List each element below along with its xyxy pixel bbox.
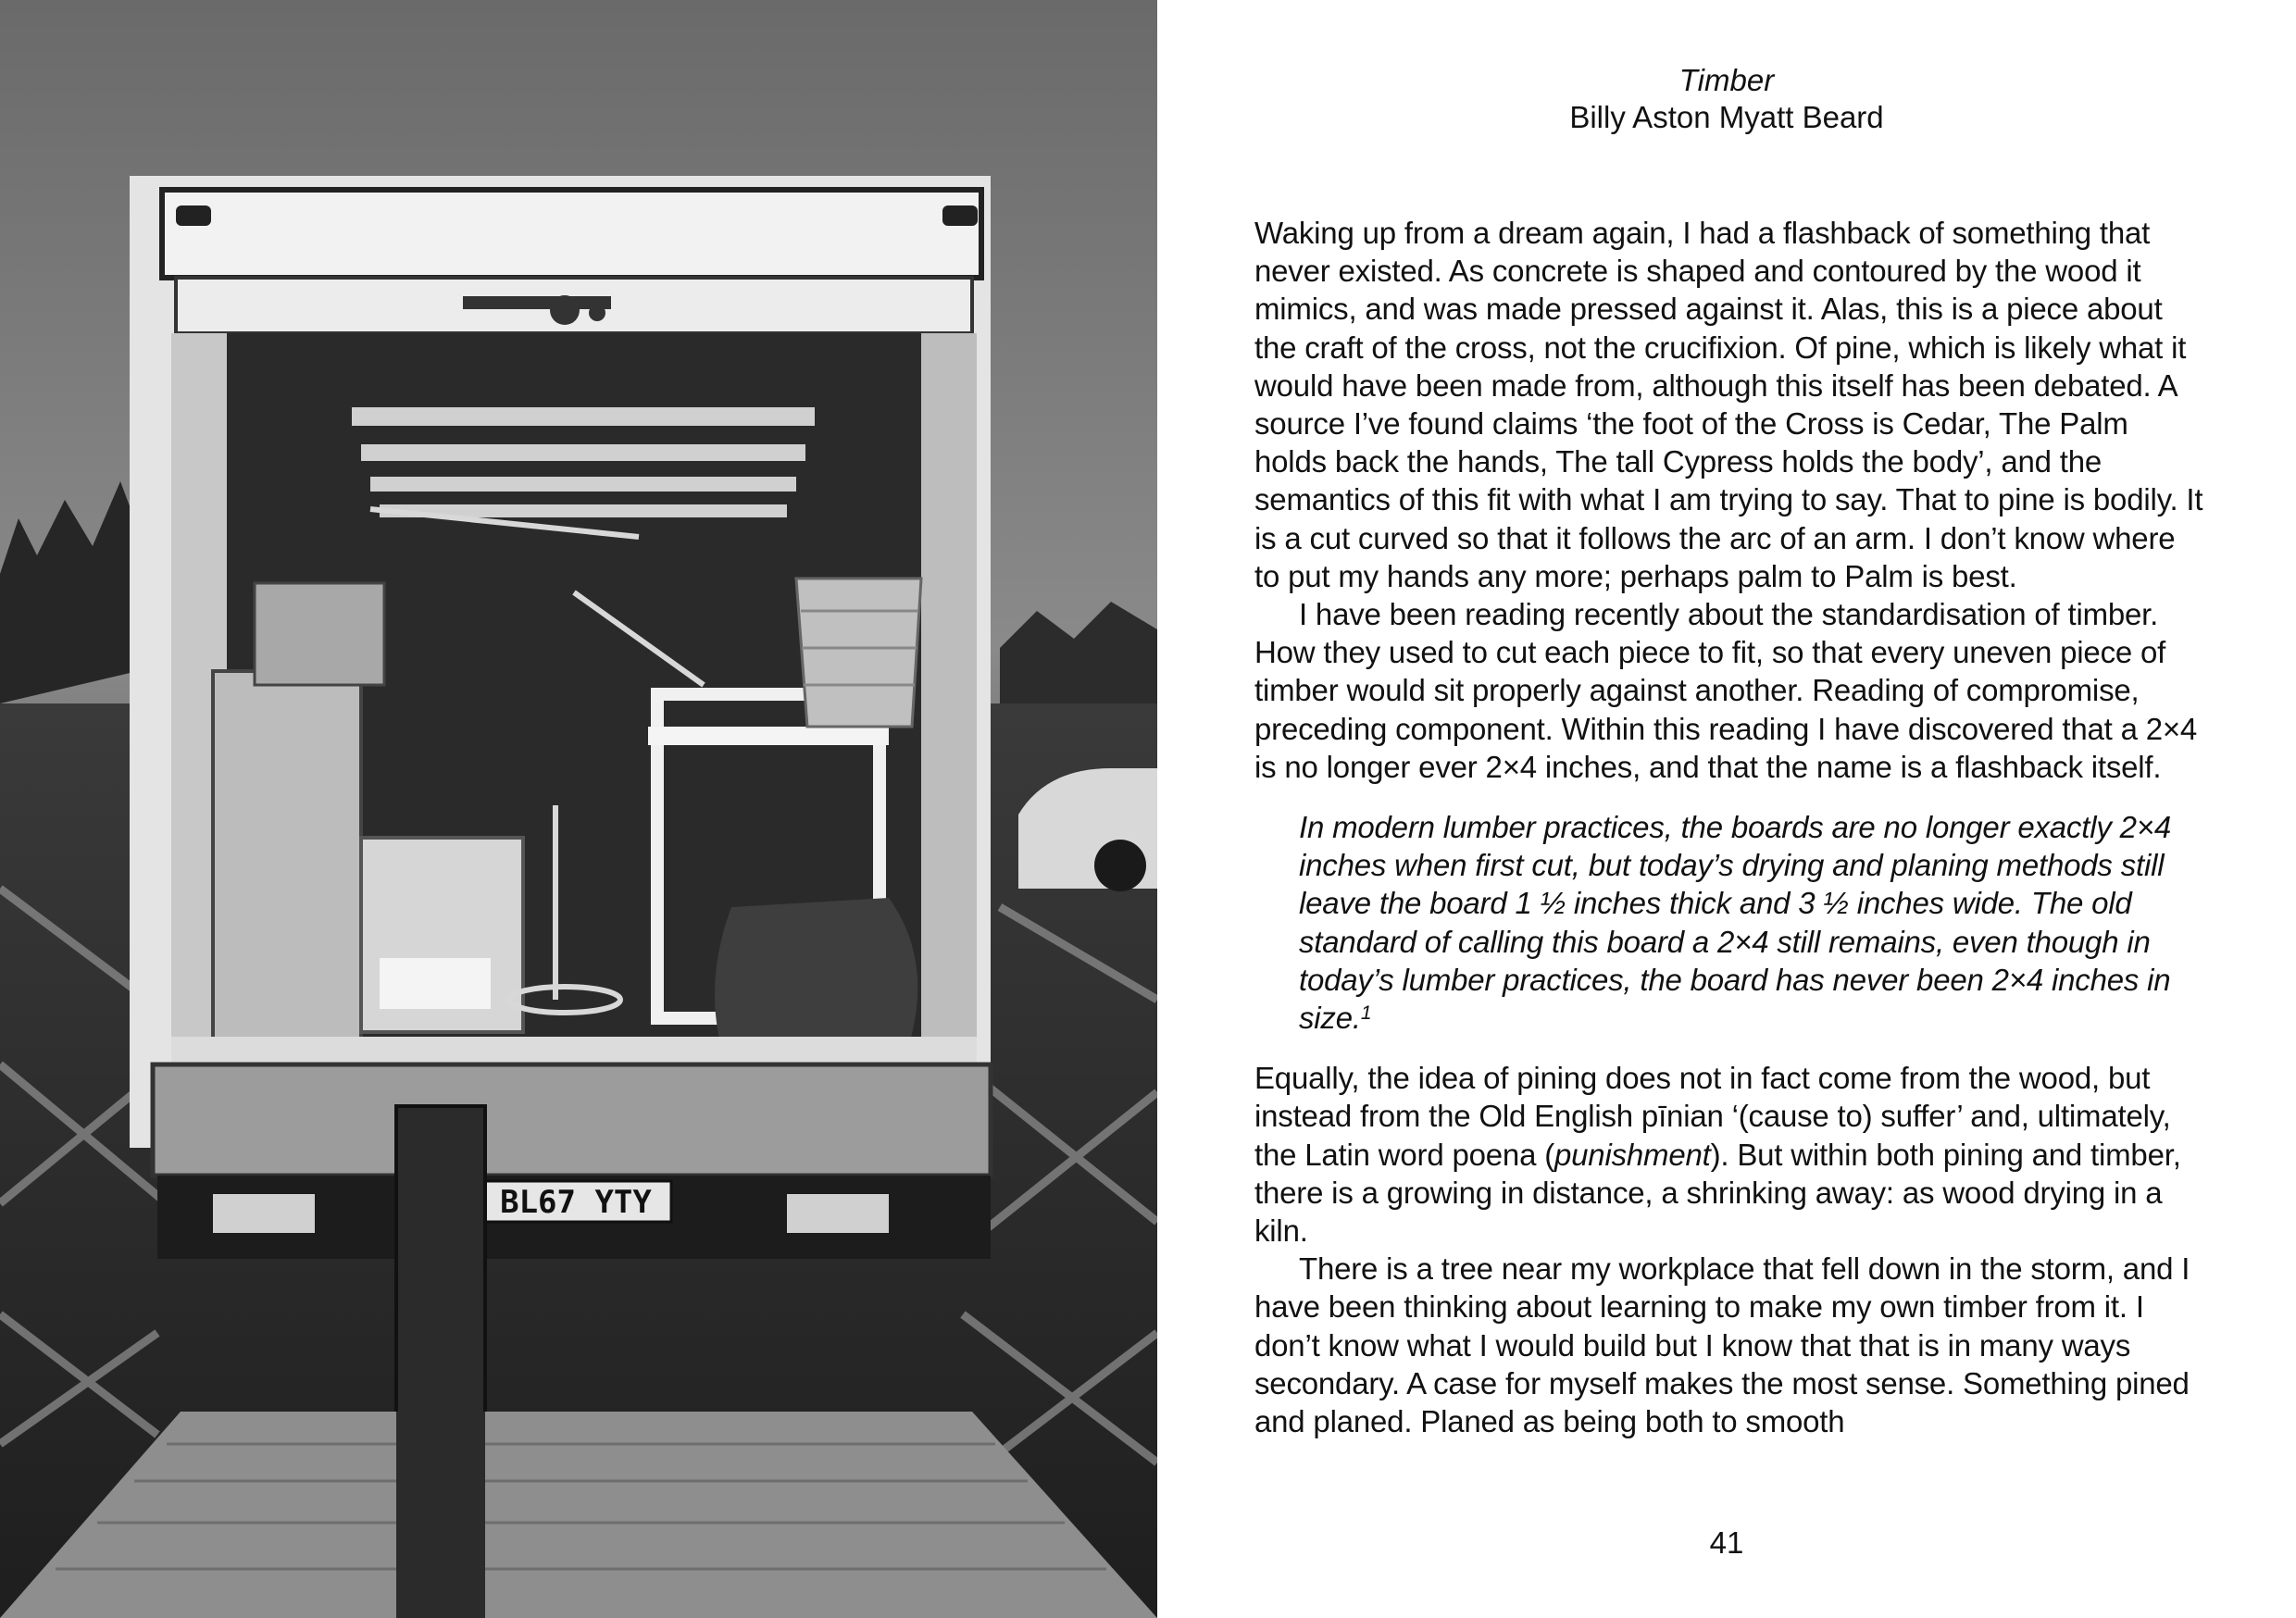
tail-lift xyxy=(153,1064,991,1176)
text-page xyxy=(1157,0,2296,1618)
paragraph-italic: punishment xyxy=(1554,1137,1711,1172)
paragraph-text: Equally, the idea of pining does not in fact come from the wood, but instead from the Old English pīnian ‘(cause to) suffer’ and, ultimately, the Latin word poena ( xyxy=(1254,1061,2171,1172)
block-quote xyxy=(1299,808,2208,1037)
paragraph: I have been reading recently about the standardisation of timber. How they used to cut each piece to fit, so that every uneven piece of timber would sit properly against another. Reading of compromise, preceding component. Within this reading I have discovered that a 2×4 is no longer ever 2×4 inches, and that the name is a flashback itself. xyxy=(1254,597,2198,784)
block-quote-text: In modern lumber practices, the boards are no longer exactly 2×4 inches when first cut, but today’s drying and planing methods still leave the board 1 ½ inches thick and 3 ½ inches wide. The old standard of calling this board a 2×4 still remains, even though in today’s lumber practices, the board has never been 2×4 inches in size. xyxy=(1299,810,2171,1036)
footnote-marker: 1 xyxy=(1360,1002,1372,1025)
license-plate-text: BL67 YTY xyxy=(500,1184,652,1221)
cardboard-box xyxy=(213,671,361,1041)
article-title: Timber xyxy=(1678,63,1775,97)
paragraph-text: ). But within both pining and timber, there is a growing in distance, a shrinking away: as wood drying in a kiln. xyxy=(1254,1137,2181,1249)
page-number: 41 xyxy=(1709,1525,1744,1560)
paragraph: There is a tree near my workplace that fell down in the storm, and I have been thinking about learning to make my own timber from it. I don’t know what I would build but I know that that is in many ways secondary. A case for myself makes the most sense. Something pined and planed. Planed as being both to smooth xyxy=(1254,1251,2190,1439)
wicker-basket xyxy=(796,579,921,727)
article-body xyxy=(1254,214,2208,1440)
bin-bags xyxy=(715,898,917,1051)
paragraph xyxy=(1254,1059,2208,1250)
paragraph: Waking up from a dream again, I had a flashback of something that never existed. As concrete is shaped and contoured by the wood it mimics, and was made pressed against it. Alas, this is a piece about the craft of the cross, not the crucifixion. Of pine, which is likely what it would have been made from, although this itself has been debated. A source I’ve found claims ‘the foot of the Cross is Cedar, The Palm holds back the hands, The tall Cypress holds the body’, and the semantics of this fit with what I am trying to say. That to pine is bodily. It is a cut curved so that it follows the arc of an arm. I don’t know where to put my hands any more; perhaps palm to Palm is best. xyxy=(1254,216,2203,593)
loading-ramp xyxy=(0,1412,1157,1618)
article-author: Billy Aston Myatt Beard xyxy=(1569,100,1884,134)
